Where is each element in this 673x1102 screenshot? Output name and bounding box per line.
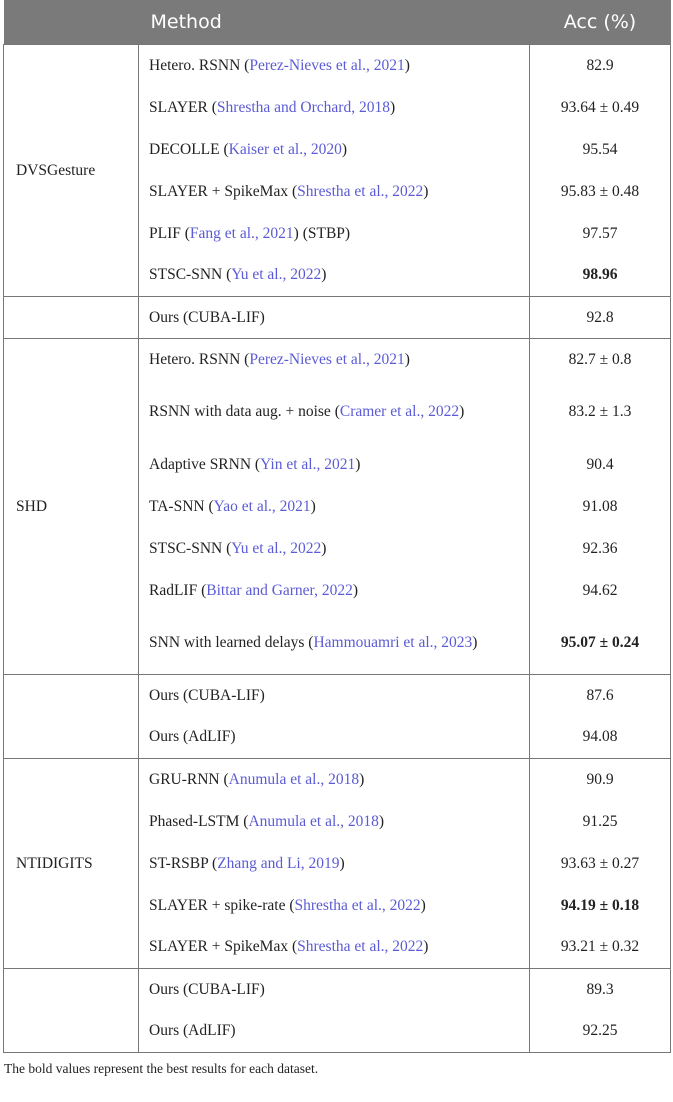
method-cell: Phased-LSTM (Anumula et al., 2018) — [139, 801, 530, 843]
method-name: Hetero. RSNN — [149, 350, 241, 368]
method-name: Ours (CUBA-LIF) — [149, 980, 265, 998]
method-cell: STSC-SNN (Yu et al., 2022) — [139, 528, 530, 570]
table-footnote: The bold values represent the best results for each dataset. — [4, 1061, 319, 1076]
citation-link[interactable]: Fang et al., 2021 — [189, 224, 294, 242]
method-name: SLAYER + SpikeMax — [149, 182, 289, 200]
method-cell: SLAYER + spike-rate (Shrestha et al., 2022) — [139, 885, 530, 927]
method-name: STSC-SNN — [149, 539, 223, 557]
accuracy-cell: 98.96 — [530, 255, 671, 297]
accuracy-cell: 82.7 ± 0.8 — [530, 339, 671, 381]
method-cell: DECOLLE (Kaiser et al., 2020) — [139, 129, 530, 171]
accuracy-cell: 91.25 — [530, 801, 671, 843]
method-name: Hetero. RSNN — [149, 56, 241, 74]
method-cell: ST-RSBP (Zhang and Li, 2019) — [139, 843, 530, 885]
method-cell — [139, 1011, 530, 1053]
method-name: SLAYER — [149, 98, 208, 116]
table-row — [4, 45, 671, 87]
method-name: SLAYER + spike-rate — [149, 896, 286, 914]
table-row — [4, 759, 671, 801]
method-name: GRU-RNN — [149, 770, 220, 788]
method-cell: Hetero. RSNN (Perez-Nieves et al., 2021) — [139, 45, 530, 87]
method-name: DECOLLE — [149, 140, 220, 158]
method-name: SLAYER + SpikeMax — [149, 938, 289, 956]
method-column-header: Method — [139, 0, 530, 45]
accuracy-cell: 82.9 — [530, 45, 671, 87]
method-cell: Adaptive SRNN (Yin et al., 2021) — [139, 444, 530, 486]
citation-link[interactable]: Shrestha et al., 2022 — [297, 938, 424, 956]
method-cell — [139, 297, 530, 339]
table-row — [4, 969, 671, 1011]
method-cell: TA-SNN (Yao et al., 2021) — [139, 486, 530, 528]
dataset-cell — [4, 297, 139, 339]
accuracy-column-header: Acc (%) — [530, 0, 671, 45]
method-cell: SLAYER (Shrestha and Orchard, 2018) — [139, 87, 530, 129]
accuracy-cell: 87.6 — [530, 675, 671, 717]
accuracy-cell: 94.19 ± 0.18 — [530, 885, 671, 927]
method-name: TA-SNN — [149, 497, 205, 515]
citation-link[interactable]: Perez-Nieves et al., 2021 — [249, 56, 405, 74]
accuracy-cell: 94.62 — [530, 570, 671, 612]
dataset-column-header — [4, 0, 139, 45]
table-row — [4, 675, 671, 717]
dataset-cell — [4, 675, 139, 759]
citation-link[interactable]: Yao et al., 2021 — [213, 497, 311, 515]
method-name: Phased-LSTM — [149, 812, 240, 830]
accuracy-cell: 93.63 ± 0.27 — [530, 843, 671, 885]
dataset-cell — [4, 969, 139, 1053]
citation-link[interactable]: Yu et al., 2022 — [231, 539, 322, 557]
method-cell: Hetero. RSNN (Perez-Nieves et al., 2021) — [139, 339, 530, 381]
accuracy-cell: 94.08 — [530, 717, 671, 759]
dataset-cell: NTIDIGITS — [4, 759, 139, 969]
method-cell: GRU-RNN (Anumula et al., 2018) — [139, 759, 530, 801]
table-row — [4, 339, 671, 381]
citation-link[interactable]: Shrestha et al., 2022 — [294, 896, 421, 914]
citation-link[interactable]: Yu et al., 2022 — [231, 266, 322, 284]
citation-link[interactable]: Shrestha and Orchard, 2018 — [216, 98, 390, 116]
method-cell — [139, 675, 530, 717]
accuracy-cell: 97.57 — [530, 213, 671, 255]
citation-link[interactable]: Zhang and Li, 2019 — [217, 854, 340, 872]
accuracy-cell: 90.9 — [530, 759, 671, 801]
accuracy-cell: 92.36 — [530, 528, 671, 570]
method-name: RadLIF — [149, 581, 198, 599]
method-name: SNN with learned delays — [149, 633, 305, 651]
method-cell — [139, 717, 530, 759]
method-cell: SLAYER + SpikeMax (Shrestha et al., 2022) — [139, 927, 530, 969]
table-header-row — [4, 0, 671, 45]
accuracy-cell: 93.21 ± 0.32 — [530, 927, 671, 969]
dataset-cell: DVSGesture — [4, 45, 139, 297]
accuracy-cell: 95.07 ± 0.24 — [530, 612, 671, 675]
accuracy-cell: 83.2 ± 1.3 — [530, 381, 671, 444]
method-cell: STSC-SNN (Yu et al., 2022) — [139, 255, 530, 297]
method-name: Ours (CUBA-LIF) — [149, 686, 265, 704]
citation-link[interactable]: Bittar and Garner, 2022 — [206, 581, 353, 599]
table-row — [4, 297, 671, 339]
method-cell — [139, 969, 530, 1011]
table-body — [4, 45, 671, 1053]
method-name: RSNN with data aug. + noise — [149, 403, 331, 420]
accuracy-cell: 89.3 — [530, 969, 671, 1011]
accuracy-cell: 93.64 ± 0.49 — [530, 87, 671, 129]
method-name: PLIF — [149, 224, 181, 242]
accuracy-cell: 90.4 — [530, 444, 671, 486]
method-suffix: (STBP) — [298, 224, 351, 242]
citation-link[interactable]: Hammouamri et al., 2023 — [313, 633, 473, 651]
method-cell: SLAYER + SpikeMax (Shrestha et al., 2022) — [139, 171, 530, 213]
method-name: Ours (AdLIF) — [149, 728, 236, 746]
method-name: STSC-SNN — [149, 266, 223, 284]
accuracy-cell: 95.54 — [530, 129, 671, 171]
method-cell: RadLIF (Bittar and Garner, 2022) — [139, 570, 530, 612]
citation-link[interactable]: Anumula et al., 2018 — [248, 812, 379, 830]
citation-link[interactable]: Cramer et al., 2022 — [339, 403, 460, 420]
method-name: Adaptive SRNN — [149, 455, 252, 473]
method-cell: SNN with learned delays (Hammouamri et al., 2023) — [139, 612, 530, 675]
citation-link[interactable]: Kaiser et al., 2020 — [228, 140, 342, 158]
method-name: ST-RSBP — [149, 854, 209, 872]
method-cell: RSNN with data aug. + noise (Cramer et al., 2022) — [139, 381, 530, 444]
accuracy-cell: 92.8 — [530, 297, 671, 339]
accuracy-cell: 92.25 — [530, 1011, 671, 1053]
citation-link[interactable]: Shrestha et al., 2022 — [297, 182, 424, 200]
dataset-cell: SHD — [4, 339, 139, 675]
results-table — [3, 0, 671, 1053]
method-cell: PLIF (Fang et al., 2021) (STBP) — [139, 213, 530, 255]
method-name: Ours (CUBA-LIF) — [149, 308, 265, 326]
citation-link[interactable]: Perez-Nieves et al., 2021 — [249, 350, 405, 368]
accuracy-cell: 91.08 — [530, 486, 671, 528]
accuracy-cell: 95.83 ± 0.48 — [530, 171, 671, 213]
citation-link[interactable]: Anumula et al., 2018 — [228, 770, 360, 788]
citation-link[interactable]: Yin et al., 2021 — [260, 455, 356, 473]
method-name: Ours (AdLIF) — [149, 1022, 236, 1040]
